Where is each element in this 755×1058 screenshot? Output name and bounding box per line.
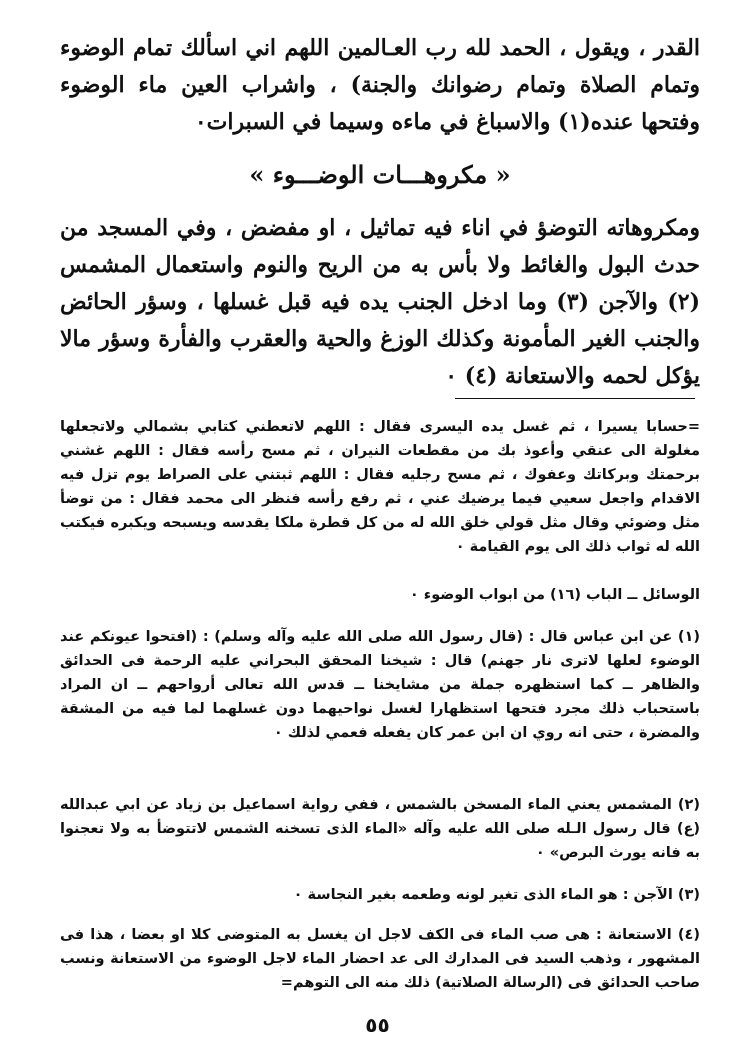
footnote-4-text: (٤) الاستعانة : هى صب الماء فى الكف لاجل ان يغسل به المتوضى كلا او بعضا ، هذا فى المشهور ، وذهب السيد فى المدارك الى عد احضار الماء لاجل الوضوء من الاستعانة ونسب صاحب الحدائق فى (الرسالة الصلاتية) ذلك منه الى التوهم= — [60, 927, 700, 991]
footnote-4 — [60, 923, 700, 995]
footnote-2-text: (٢) المشمس يعني الماء المسخن بالشمس ، ففي رواية اسماعيل بن زياد عن ابي عبدالله (ع) قال رسول الـله صلى الله عليه وآله «الماء الذى تسخنه الشمس لاتتوضأ به ولا تعجنوا به فانه يورث البرص» ٠ — [60, 797, 700, 861]
page-number: ٥٥ — [365, 1013, 390, 1037]
main-paragraph-body: ومكروهاته التوضؤ في اناء فيه تماثيل ، او مفضض ، وفي المسجد من حدث البول والغائط ولا بأس به من الريح والنوم واستعمال المشمس (٢) والآجن (٣) وما ادخل الجنب يده فيه قبل غسلها ، وسؤر الحائض والجنب الغير المأمونة وكذلك الوزغ والحية والعقرب والفأرة وسؤر مالا يؤكل لحمه والاستعانة (٤) ٠ — [60, 215, 700, 389]
footnote-continuation-text: =حسابا يسيرا ، ثم غسل يده اليسرى فقال : اللهم لاتعطني كتابي بشمالي ولاتجعلها مغلولة الى عنقي وأعوذ بك من مقطعات النيران ، ثم مسح رأسه فقال : اللهم غشني برحمتك وبركاتك وعفوك ، ثم مسح رجليه فقال : اللهم ثبتني على الصراط يوم تزل فيه الاقدام واجعل سعيي فيما يرضيك عني ، ثم رفع رأسه فنظر الى محمد فقال : من توضأ مثل وضوئي وقال مثل قولي خلق الله له من كل قطرة ملكا يقدسه ويسبحه ويكبره فيكتب الله له ثواب ذلك الى يوم القيامة ٠ — [60, 419, 700, 555]
footnote-source-text: الوسائل ــ الباب (١٦) من ابواب الوضوء ٠ — [409, 587, 700, 603]
footnote-1 — [60, 625, 700, 745]
section-heading: « مكروهـــات الوضـــوء » — [249, 160, 511, 189]
footnote-3-text: (٣) الآجن : هو الماء الذى تغير لونه وطعمه بغير النجاسة ٠ — [293, 887, 700, 903]
footnote-divider — [455, 398, 695, 399]
footnote-continuation — [60, 415, 700, 559]
main-paragraph-top: القدر ، ويقول ، الحمد لله رب العـالمين اللهم اني اسألك تمام الوضوء وتمام الصلاة وتمام رضوانك والجنة) ، واشراب العين ماء الوضوء وفتحها عنده(١) والاسباغ في ماءه وسيما في السبرات٠ — [60, 35, 700, 135]
footnote-2 — [60, 793, 700, 865]
footnote-1-text: (١) عن ابن عباس قال : (قال رسول الله صلى الله عليه وآله وسلم) : (افتحوا عيونكم عند الوضوء لعلها لاترى نار جهنم) قال : شيخنا المحقق البحراني عليه الرحمة فى الحدائق والظاهر ــ كما استظهره جملة من مشايخنا ــ قدس الله تعالى أرواحهم ــ ان المراد باستحباب ذلك مجرد فتحها استظهارا لغسل نواحيهما دون غسلهما لما فيه من المشقة والمضرة ، حتى انه روي ان ابن عمر كان يفعله فعمي لذلك ٠ — [60, 629, 700, 741]
footnote-3 — [60, 883, 700, 907]
footnote-source — [60, 583, 700, 607]
